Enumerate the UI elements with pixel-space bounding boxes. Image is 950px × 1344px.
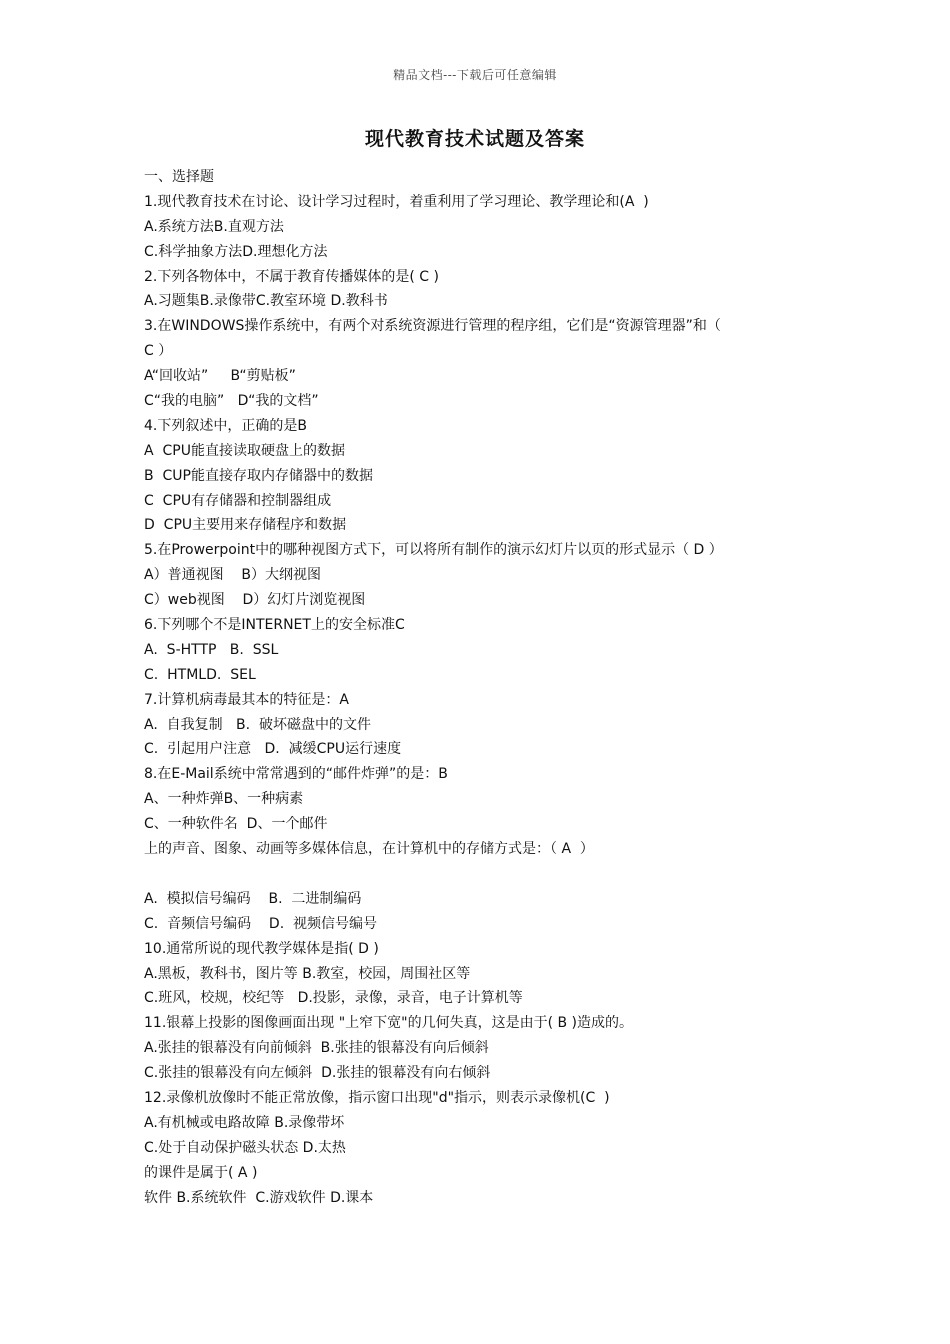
question-2: 2.下列各物体中，不属于教育传播媒体的是( C ) [144, 268, 439, 285]
question-3-options-cd: C“我的电脑” D“我的文档” [144, 393, 319, 410]
question-4-option-a: A CPU能直接读取硬盘上的数据 [144, 442, 345, 459]
question-6-options-cd: C. HTMLD. SEL [144, 666, 256, 683]
question-4-option-c: C CPU有存储器和控制器组成 [144, 492, 332, 509]
question-8-options-ab: A、一种炸弹B、一种病素 [144, 791, 304, 808]
question-3-continued: C ） [144, 343, 173, 360]
question-6-options-ab: A. S-HTTP B. SSL [144, 641, 279, 658]
question-1: 1.现代教育技术在讨论、设计学习过程时，着重利用了学习理论、教学理论和(A ) [144, 193, 649, 210]
question-10: 10.通常所说的现代教学媒体是指( D ) [144, 940, 379, 957]
question-7-options-cd: C. 引起用户注意 D. 减缓CPU运行速度 [144, 741, 402, 758]
document-body [144, 165, 824, 1210]
question-3: 3.在WINDOWS操作系统中，有两个对系统资源进行管理的程序组，它们是“资源管理器”和（ [144, 318, 721, 335]
section-heading: 一、选择题 [144, 169, 214, 185]
question-4-option-b: B CUP能直接存取内存储器中的数据 [144, 467, 373, 484]
question-3-options-ab: A“回收站” B“剪贴板” [144, 368, 296, 385]
question-6: 6.下列哪个不是INTERNET上的安全标准C [144, 617, 405, 634]
question-8-options-cd: C、一种软件名 D、一个邮件 [144, 816, 328, 833]
question-4-option-d: D CPU主要用来存储程序和数据 [144, 517, 347, 534]
question-8: 8.在E-Mail系统中常常遇到的“邮件炸弹”的是：B [144, 766, 448, 783]
question-1-options-cd: C.科学抽象方法D.理想化方法 [144, 243, 328, 260]
question-2-options: A.习题集B.录像带C.教室环境 D.教科书 [144, 293, 388, 310]
question-12-options-cd: C.处于自动保护磁头状态 D.太热 [144, 1139, 346, 1156]
question-1-options-ab: A.系统方法B.直观方法 [144, 218, 284, 235]
document-title: 现代教育技术试题及答案 [364, 128, 585, 150]
question-12: 12.录像机放像时不能正常放像，指示窗口出现"d"指示，则表示录像机(C ) [144, 1089, 610, 1106]
page-header: 精品文档---下载后可任意编辑 [393, 68, 557, 82]
question-10-options-cd: C.班风，校规，校纪等 D.投影，录像，录音，电子计算机等 [144, 990, 523, 1007]
question-9-options-ab: A. 模拟信号编码 B. 二进制编码 [144, 890, 362, 907]
question-11-options-cd: C.张挂的银幕没有向左倾斜 D.张挂的银幕没有向右倾斜 [144, 1065, 491, 1082]
question-13: 的课件是属于( A ) [144, 1164, 258, 1181]
question-9-options-cd: C. 音频信号编码 D. 视频信号编号 [144, 915, 378, 932]
question-11-options-ab: A.张挂的银幕没有向前倾斜 B.张挂的银幕没有向后倾斜 [144, 1040, 489, 1057]
question-13-options: 软件 B.系统软件 C.游戏软件 D.课本 [144, 1189, 374, 1206]
question-5-options-cd: C）web视图 D）幻灯片浏览视图 [144, 592, 366, 609]
question-5: 5.在Prowerpoint中的哪种视图方式下，可以将所有制作的演示幻灯片以页的形式显示（ D ） [144, 542, 723, 559]
question-9: 上的声音、图象、动画等多媒体信息，在计算机中的存储方式是：（ A ） [144, 841, 594, 858]
question-10-options-ab: A.黑板，教科书，图片等 B.教室，校园，周围社区等 [144, 965, 471, 982]
question-11: 11.银幕上投影的图像画面出现 "上窄下宽"的几何失真，这是由于( B )造成的。 [144, 1015, 634, 1032]
question-7: 7.计算机病毒最其本的特征是：A [144, 691, 349, 708]
question-5-options-ab: A）普通视图 B）大纲视图 [144, 567, 321, 584]
blank-line [144, 862, 824, 887]
question-4: 4.下列叙述中，正确的是B [144, 417, 307, 434]
question-7-options-ab: A. 自我复制 B. 破坏磁盘中的文件 [144, 716, 371, 733]
question-12-options-ab: A.有机械或电路故障 B.录像带坏 [144, 1114, 345, 1131]
